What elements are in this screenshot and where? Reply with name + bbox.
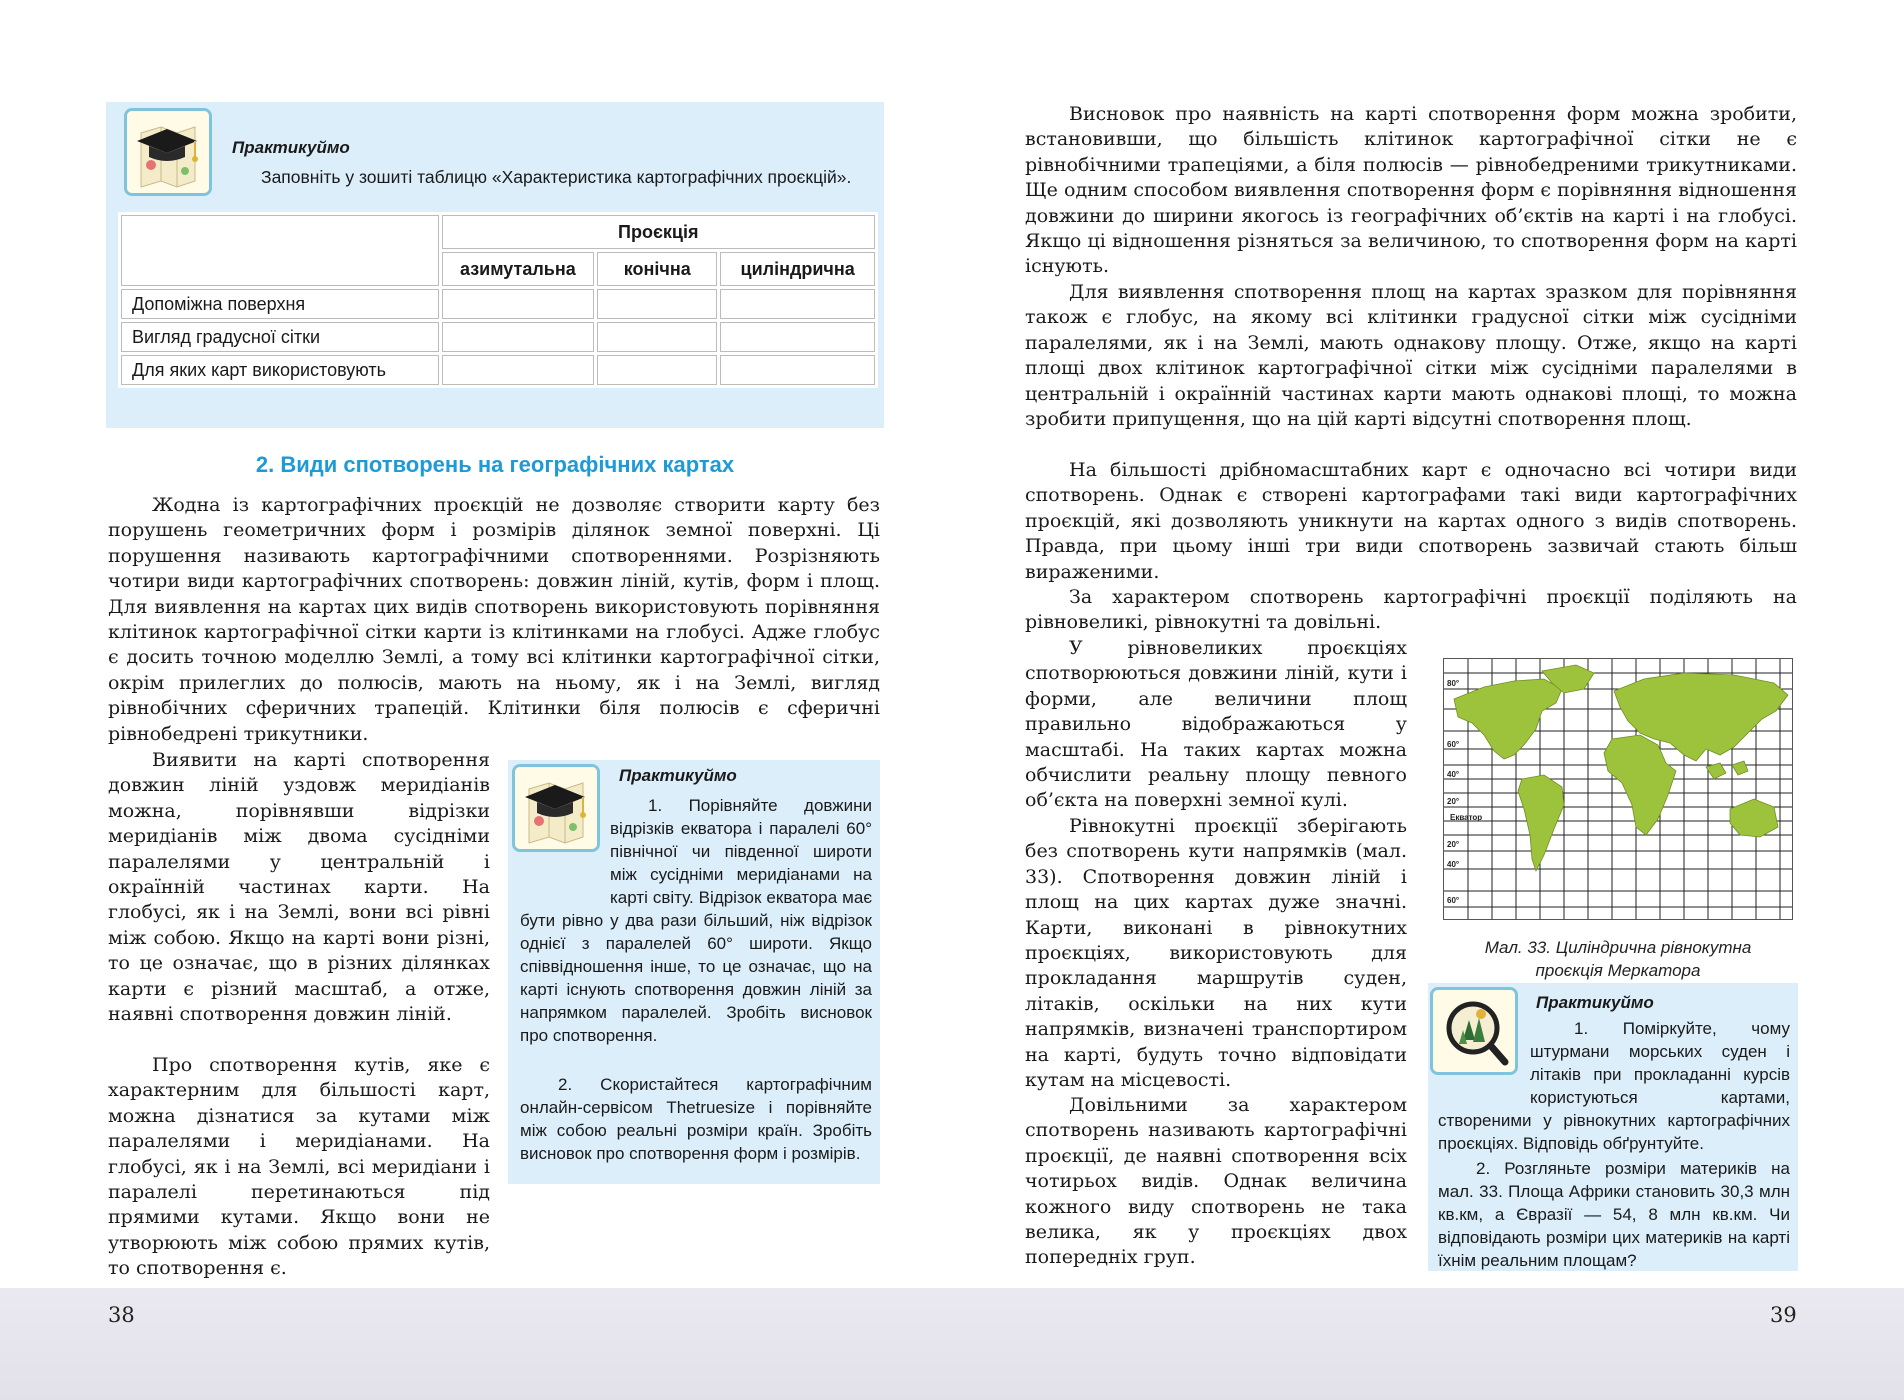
practice-box-table: [106, 102, 884, 428]
table-row-label: Допоміжна поверхня: [121, 289, 439, 319]
practice-text: Заповніть у зошиті таблицю «Характеристика картографічних проєкцій».: [261, 167, 852, 187]
page-footer: [0, 1288, 1904, 1400]
page-number-right: 39: [1770, 1303, 1797, 1327]
paragraph: У рівновеликих проєкціях спотворюються довжини ліній, кути і форми, але величини площ правильно відображаються у масштабі. На таких картах можна обчислити реальну площу певного об’єкта на поверхні земної кулі.: [1025, 637, 1407, 812]
map-caption: Мал. 33. Циліндрична рівнокутна проєкція Меркатора: [1484, 938, 1752, 980]
paragraph: За характером спотворень картографічні проєкції поділяють на рівновеликі, рівнокутні та довільні.: [1025, 586, 1797, 634]
practice-item-2: 2. Розгляньте розміри материків на мал. 33. Площа Африки становить 30,3 млн кв.км, а Євразії — 54, 8 млн кв.км. Чи відповідають розміри цих материків на карті їхнім реальним площам?: [1438, 1159, 1790, 1270]
practice-title: Практикуймо: [232, 138, 350, 157]
paragraph: Виявити на карті спотворення довжин ліній уздовж меридіанів можна, порівнявши відрізки меридіанів між двома сусідніми паралелями у центральній і окраїнній частинах карти. На глобусі, як і на Землі, вони всі рівні між собою. Якщо на карті вони різні, то це означає, що в різних ділянках карти є різний масштаб, а отже, наявні спотворення довжин ліній.: [108, 749, 490, 1026]
table-row: [121, 355, 875, 385]
table-col-header: циліндрична: [720, 252, 875, 286]
paragraph: Довільними за характером спотворень називають картографічні проєкції, де наявні спотворення всіх чотирьох видів. Однак величина кожного виду спотворень не така велика, як у проєкціях двох попередніх груп.: [1025, 1094, 1407, 1269]
table-row: [121, 289, 875, 319]
equator-label: Екватор: [1450, 813, 1483, 822]
paragraph: Жодна із картографічних проєкцій не дозволяє створити карту без порушень геометричних форм і розмірів ділянок земної поверхні. Ці порушення називають картографічними спотвореннями. Розрізняють чотири види картографічних спотворень: довжин ліній, кутів, форм і площ. Для виявлення на картах цих видів спотворень використовують порівняння клітинок картографічної сітки карти із клітинками на глобусі. Адже глобус є досить точною моделлю Землі, а тому всі клітинки картографічної сітки, окрім прилеглих до полюсів, мають на ньому, як і на Землі, вигляд рівнобічних сферичних трапецій. Клітинки біля полюсів є сферичні рівнобедрені трикутники.: [108, 494, 880, 745]
mercator-map: [1443, 658, 1793, 920]
table-col-header: азимутальна: [442, 252, 595, 286]
practice-title: Практикуймо: [619, 766, 737, 785]
practice-title: Практикуймо: [1536, 993, 1654, 1012]
lat-label: 60°: [1447, 740, 1460, 749]
practice-item-1: 1. Порівняйте довжини відрізків екватора і паралелі 60° північної чи південної широти між сусідніми меридіанами на карті світу. Відрізок екватора має бути рівно у два рази більший, ніж відрізок однієї з паралелей 60° широти. Якщо співвідношення інше, то це означає, що на карті існують спотворення довжин ліній за напрямком паралелей. Зробіть висновок про спотворення.: [520, 796, 872, 1045]
table-col-header: конічна: [597, 252, 717, 286]
projection-table: [118, 212, 878, 388]
practice-item-1: 1. Поміркуйте, чому штурмани морських суден і літаків при прокладанні курсів користуються картами, створеними у рівнокутних картографічних проєкціях. Відповідь обґрунтуйте.: [1438, 1019, 1790, 1153]
lat-label: 60°: [1447, 896, 1460, 905]
page-number-left: 38: [108, 1303, 135, 1327]
lat-label: 40°: [1447, 770, 1460, 779]
table-row-label: Для яких карт використовують: [121, 355, 439, 385]
lat-label: 80°: [1447, 679, 1460, 688]
table-row-label: Вигляд градусної сітки: [121, 322, 439, 352]
practice-item-2: 2. Скористайтеся картографічним онлайн-сервісом Thetruesize і порівняйте між собою реальні розміри країн. Зробіть висновок про спотворення форм і розмірів.: [520, 1075, 872, 1163]
paragraph: Про спотворення кутів, яке є характерним для більшості карт, можна дізнатися за кутами між паралелями і меридіанами. На глобусі, як і на Землі, всі меридіани і паралелі перетинаються під прямими кутами. Якщо вони не утворюють між собою прямих кутів, то спотворення є.: [108, 1054, 490, 1280]
graduation-cap-icon: [124, 108, 212, 196]
paragraph: Для виявлення спотворення площ на картах зразком для порівняння також є глобус, на якому всі клітинки градусної сітки між сусідніми паралелями, як і на Землі, мають однакову площу. Отже, якщо на карті площі двох клітинок картографічної сітки між сусідніми паралелями в центральній і окраїнній частинах карти мають однакові площі, то можна зробити припущення, що на цій карті відсутні спотворення площ.: [1025, 281, 1797, 431]
paragraph: Рівнокутні проєкції зберігають без спотворень кути напрямків (мал. 33). Спотворення довжин ліній і площ на цих картах дуже значні. Карти, виконані в рівнокутних проєкціях, використовують для прокладання маршрутів суден, літаків, оскільки на них кути напрямків, визначені транспортиром на карті, будуть точно відповідати кутам на місцевості.: [1025, 815, 1407, 1092]
table-group-header: Проєкція: [442, 215, 875, 249]
lat-label: 20°: [1447, 840, 1460, 849]
section-heading: 2. Види спотворень на географічних картах: [255, 452, 735, 477]
lat-label: 20°: [1447, 797, 1460, 806]
table-row: [121, 322, 875, 352]
paragraph: Висновок про наявність на карті спотворення форм можна зробити, встановивши, що більшість клітинок картографічної сітки не є рівнобічними трапеціями, а біля полюсів — рівнобедреними трикутниками. Ще одним способом виявлення спотворення форм є порівняння відношення довжини до ширини якогось із географічних об’єктів на карті і на глобусі. Якщо ці відношення різняться за величиною, то спотворення форм на карті існують.: [1025, 103, 1797, 278]
practice-box-navigation: [1428, 983, 1798, 1271]
paragraph: На більшості дрібномасштабних карт є одночасно всі чотири види спотворень. Однак є створені картографами такі види картографічних проєкцій, які дозволяють уникнути на картах одного з видів спотворень. Правда, при цьому інші три види спотворень зазвичай стають більш вираженими.: [1025, 459, 1797, 583]
practice-box-lengths: [508, 760, 880, 1184]
lat-label: 40°: [1447, 860, 1460, 869]
